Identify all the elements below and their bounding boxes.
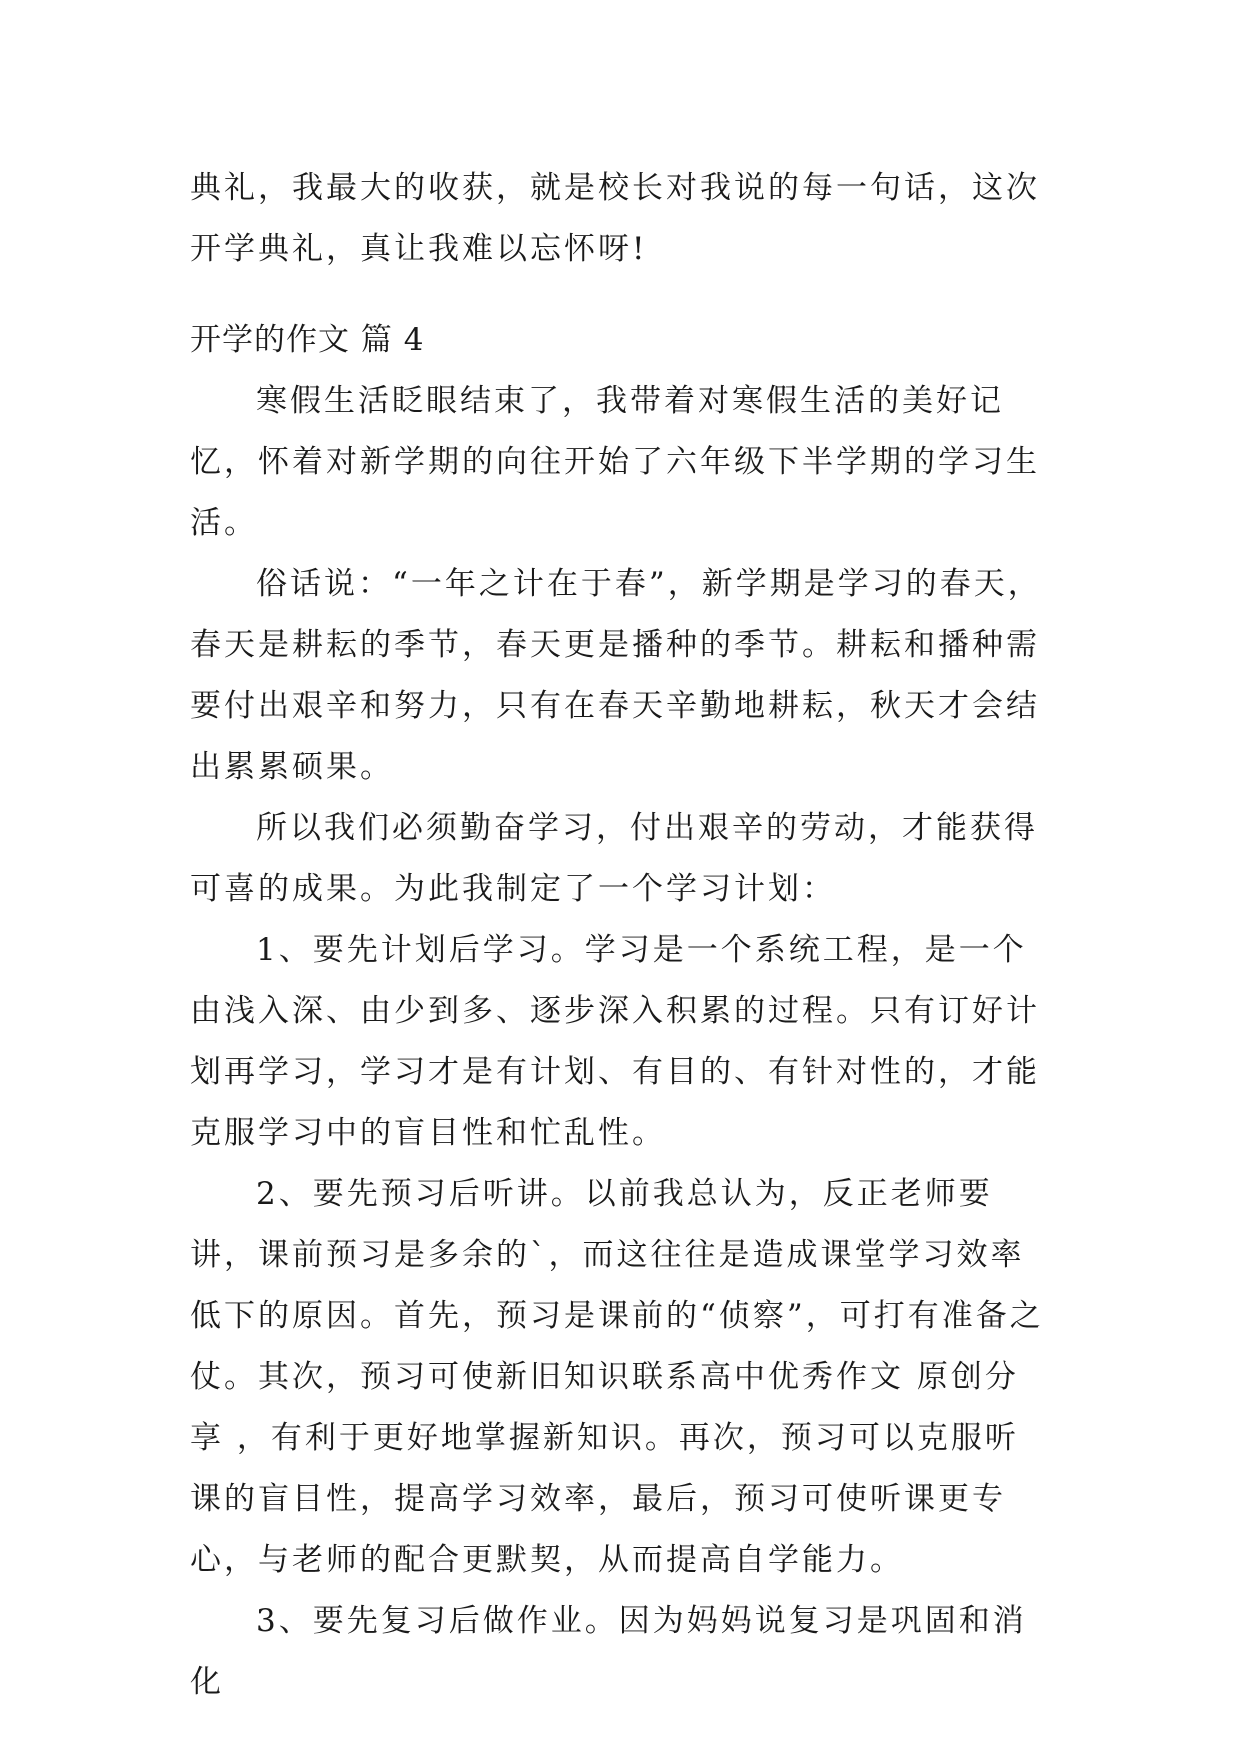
- paragraph: 所以我们必须勤奋学习，付出艰辛的劳动，才能获得可喜的成果。为此我制定了一个学习计划：: [190, 810, 1038, 907]
- paragraph: 俗话说：“一年之计在于春”，新学期是学习的春天，春天是耕耘的季节，春天更是播种的季节。耕耘和播种需要付出艰辛和努力，只有在春天辛勤地耕耘，秋天才会结出累累硕果。: [190, 566, 1042, 785]
- document-body: [190, 158, 1050, 1713]
- paragraph-continued: 典礼，我最大的收获，就是校长对我说的每一句话，这次开学典礼，真让我难以忘怀呀!: [190, 170, 1040, 267]
- section-spacer: [190, 280, 1050, 310]
- list-paragraph: 1、要先计划后学习。学习是一个系统工程，是一个由浅入深、由少到多、逐步深入积累的过程。只有订好计划再学习，学习才是有计划、有目的、有针对性的，才能克服学习中的盲目性和忙乱性。: [190, 932, 1040, 1151]
- section-heading: 开学的作文 篇 4: [190, 322, 425, 358]
- list-paragraph: 3、要先复习后做作业。因为妈妈说复习是巩固和消化: [190, 1603, 1027, 1700]
- paragraph: 寒假生活眨眼结束了，我带着对寒假生活的美好记忆，怀着对新学期的向往开始了六年级下半学期的学习生活。: [190, 383, 1040, 541]
- list-paragraph: 2、要先预习后听讲。以前我总认为，反正老师要讲，课前预习是多余的`，而这往往是造成课堂学习效率低下的原因。首先，预习是课前的“侦察”，可打有准备之仗。其次，预习可使新旧知识联系高中优秀作文 原创分享 ，有利于更好地掌握新知识。再次，预习可以克服听课的盲目性，提高学习效率，最后，预习可使听课更专心，与老师的配合更默契，从而提高自学能力。: [190, 1176, 1044, 1578]
